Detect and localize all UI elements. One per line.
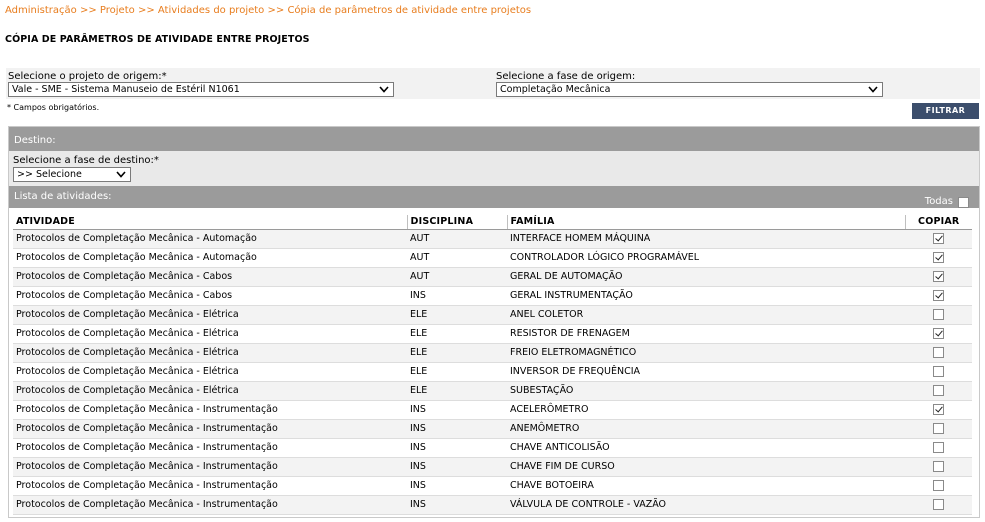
copy-checkbox[interactable] [933,499,944,510]
breadcrumb-link-administracao[interactable]: Administração [5,5,77,16]
table-row [13,343,972,362]
cell-disciplina: ELE [407,305,507,324]
breadcrumb-separator: >> [137,5,155,16]
copy-checkbox[interactable] [933,366,944,377]
cell-familia: RESISTOR DE FRENAGEM [507,324,905,343]
cell-copiar [905,286,972,305]
origin-phase-value: Completação Mecânica [500,84,611,95]
cell-copiar [905,229,972,248]
breadcrumb-link-projeto[interactable]: Projeto [99,5,135,16]
destination-phase-select[interactable] [13,167,131,182]
chevron-down-icon [378,84,390,95]
cell-copiar [905,457,972,476]
table-header-row [13,215,972,229]
cell-atividade: Protocolos de Completação Mecânica - Instrumentação [13,438,407,457]
cell-atividade: Protocolos de Completação Mecânica - Instrumentação [13,457,407,476]
table-row [13,438,972,457]
cell-copiar [905,495,972,514]
table-row [13,324,972,343]
cell-familia: CONTROLADOR LÓGICO PROGRAMÁVEL [507,248,905,267]
cell-familia: SUBESTAÇÃO [507,381,905,400]
filter-button[interactable]: FILTRAR [912,103,979,119]
activity-table-body [13,229,972,514]
cell-copiar [905,400,972,419]
cell-atividade: Protocolos de Completação Mecânica - Instrumentação [13,476,407,495]
cell-disciplina: INS [407,495,507,514]
cell-familia: ACELERÔMETRO [507,400,905,419]
cell-disciplina: INS [407,400,507,419]
cell-atividade: Protocolos de Completação Mecânica - Elétrica [13,305,407,324]
cell-familia: ANEL COLETOR [507,305,905,324]
breadcrumb-separator: >> [79,5,97,16]
cell-disciplina: ELE [407,343,507,362]
origin-project-label: Selecione o projeto de origem:* [8,71,167,82]
cell-copiar [905,362,972,381]
table-row [13,381,972,400]
cell-familia: CHAVE ANTICOLISÃO [507,438,905,457]
cell-disciplina: ELE [407,324,507,343]
cell-disciplina: AUT [407,267,507,286]
cell-disciplina: INS [407,438,507,457]
breadcrumb-link-atividades[interactable]: Atividades do projeto [157,5,265,16]
cell-familia: ANEMÔMETRO [507,419,905,438]
cell-familia: INVERSOR DE FREQUÊNCIA [507,362,905,381]
destination-panel [8,126,980,518]
column-header-copiar: COPIAR [905,215,972,229]
copy-checkbox[interactable] [933,271,944,282]
copy-checkbox[interactable] [933,385,944,396]
activity-list-title: Lista de atividades: [14,191,112,202]
table-row [13,457,972,476]
cell-copiar [905,324,972,343]
select-all-checkbox[interactable] [958,197,969,208]
cell-copiar [905,248,972,267]
copy-checkbox[interactable] [933,442,944,453]
cell-atividade: Protocolos de Completação Mecânica - Elétrica [13,381,407,400]
select-all-label: Todas [924,196,953,207]
cell-atividade: Protocolos de Completação Mecânica - Elétrica [13,362,407,381]
cell-copiar [905,438,972,457]
destination-header: Destino: [9,127,979,151]
chevron-down-icon [115,169,127,180]
cell-familia: CHAVE FIM DE CURSO [507,457,905,476]
table-row [13,305,972,324]
cell-disciplina: INS [407,286,507,305]
table-row [13,267,972,286]
cell-atividade: Protocolos de Completação Mecânica - Elétrica [13,324,407,343]
cell-copiar [905,343,972,362]
destination-body [9,151,979,186]
destination-phase-value: >> Selecione [17,169,82,180]
copy-checkbox[interactable] [933,290,944,301]
cell-familia: FREIO ELETROMAGNÉTICO [507,343,905,362]
cell-familia: CHAVE BOTOEIRA [507,476,905,495]
cell-familia: INTERFACE HOMEM MÁQUINA [507,229,905,248]
copy-checkbox[interactable] [933,252,944,263]
cell-copiar [905,419,972,438]
chevron-down-icon [867,84,879,95]
column-header-atividade: ATIVIDADE [13,215,407,229]
cell-atividade: Protocolos de Completação Mecânica - Cabos [13,286,407,305]
cell-atividade: Protocolos de Completação Mecânica - Automação [13,229,407,248]
cell-familia: GERAL INSTRUMENTAÇÃO [507,286,905,305]
table-row [13,419,972,438]
cell-atividade: Protocolos de Completação Mecânica - Automação [13,248,407,267]
table-row [13,495,972,514]
copy-checkbox[interactable] [933,461,944,472]
copy-checkbox[interactable] [933,328,944,339]
page-title: CÓPIA DE PARÂMETROS DE ATIVIDADE ENTRE PROJETOS [5,34,310,45]
table-row [13,476,972,495]
cell-disciplina: INS [407,476,507,495]
column-header-disciplina: DISCIPLINA [407,215,507,229]
cell-atividade: Protocolos de Completação Mecânica - Cabos [13,267,407,286]
table-row [13,229,972,248]
breadcrumb-current: Cópia de parâmetros de atividade entre projetos [287,5,532,16]
cell-copiar [905,267,972,286]
origin-phase-select[interactable] [496,82,883,97]
origin-project-value: Vale - SME - Sistema Manuseio de Estéril N1061 [12,84,240,95]
cell-disciplina: ELE [407,381,507,400]
table-row [13,286,972,305]
column-header-familia: FAMÍLIA [507,215,905,229]
filter-bar [6,68,980,99]
cell-copiar [905,476,972,495]
cell-familia: VÁLVULA DE CONTROLE - VAZÃO [507,495,905,514]
copy-checkbox[interactable] [933,347,944,358]
cell-familia: GERAL DE AUTOMAÇÃO [507,267,905,286]
copy-checkbox[interactable] [933,404,944,415]
cell-disciplina: ELE [407,362,507,381]
cell-atividade: Protocolos de Completação Mecânica - Elétrica [13,343,407,362]
cell-atividade: Protocolos de Completação Mecânica - Instrumentação [13,400,407,419]
breadcrumb-separator: >> [267,5,285,16]
copy-checkbox[interactable] [933,480,944,491]
breadcrumb [5,5,531,16]
activity-table [13,215,972,515]
select-all-control [925,191,969,213]
copy-checkbox[interactable] [933,309,944,320]
required-note: * Campos obrigatórios. [7,103,100,112]
cell-atividade: Protocolos de Completação Mecânica - Instrumentação [13,419,407,438]
cell-disciplina: AUT [407,248,507,267]
cell-disciplina: INS [407,457,507,476]
copy-checkbox[interactable] [933,423,944,434]
table-row [13,248,972,267]
origin-project-select[interactable] [8,82,394,97]
copy-checkbox[interactable] [933,233,944,244]
activity-list-header [9,186,979,208]
cell-disciplina: INS [407,419,507,438]
destination-phase-label: Selecione a fase de destino:* [13,155,159,166]
cell-disciplina: AUT [407,229,507,248]
cell-copiar [905,305,972,324]
cell-atividade: Protocolos de Completação Mecânica - Instrumentação [13,495,407,514]
cell-copiar [905,381,972,400]
table-row [13,400,972,419]
origin-phase-label: Selecione a fase de origem: [496,71,636,82]
table-row [13,362,972,381]
